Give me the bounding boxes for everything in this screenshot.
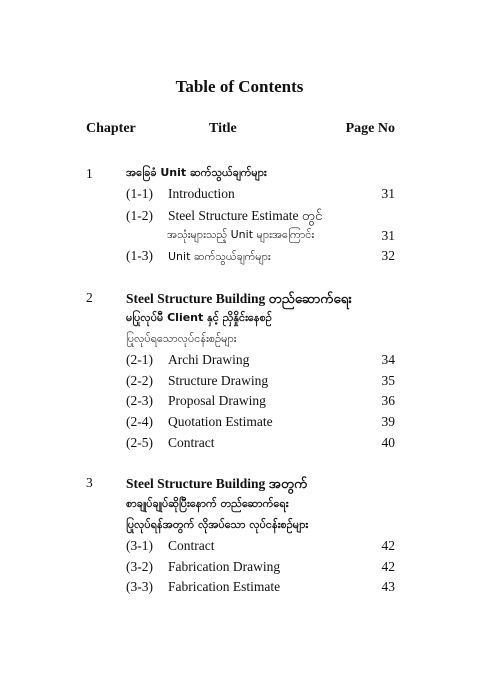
chapter-3-title-line-1: Steel Structure Building အတွက် (126, 476, 308, 491)
section-3-2-page: 42 (381, 559, 395, 574)
chapter-3-title-line-3: ပြုလုပ်ရန်အတွက် လိုအပ်သော လုပ်ငန်းစဉ်များ (126, 518, 309, 531)
chapter-2-title-line-3: ပြုလုပ်ရသောလုပ်ငန်းစဉ်များ (126, 332, 237, 345)
section-2-5-page: 40 (381, 435, 395, 450)
section-2-1-page: 34 (381, 352, 395, 367)
chapter-3-title-line-2: စာချုပ်ချုပ်ဆိုပြီးနောက် တည်ဆောက်ရေး (126, 497, 289, 510)
section-1-2-line-2: အသုံးများသည့် Unit များအကြောင်း (167, 228, 315, 241)
section-title: Contract (168, 435, 215, 450)
section-code: (2-5) (126, 435, 153, 450)
section-title: Archi Drawing (168, 352, 250, 367)
section-2-1 (126, 352, 249, 368)
section-1-1-page: 31 (381, 186, 395, 201)
section-2-4-page: 39 (381, 414, 395, 429)
section-code: (2-3) (126, 393, 153, 408)
section-3-2 (126, 559, 280, 575)
section-1-1 (126, 186, 235, 202)
section-3-1-page: 42 (381, 538, 395, 553)
section-title: Proposal Drawing (168, 393, 266, 408)
section-1-2-page: 31 (381, 228, 395, 243)
chapter-2-title-line-1: Steel Structure Building တည်ဆောက်ရေး (126, 291, 352, 306)
section-1-3-page: 32 (381, 248, 395, 263)
section-title: Steel Structure Estimate တွင် (168, 208, 323, 223)
section-3-1 (126, 538, 215, 554)
section-title: Structure Drawing (168, 373, 269, 388)
section-title: Contract (168, 538, 215, 553)
section-code: (3-1) (126, 538, 153, 553)
chapter-2-number: 2 (86, 290, 93, 305)
section-3-3-page: 43 (381, 579, 395, 594)
section-2-3-page: 36 (381, 393, 395, 408)
chapter-2-title-line-2: မပြုလုပ်မီ Client နှင့် ညှိနှိုင်းနေစဉ် (126, 311, 272, 324)
section-code: (2-1) (126, 352, 153, 367)
header-chapter: Chapter (86, 121, 136, 136)
section-title: Quotation Estimate (168, 414, 273, 429)
section-code: (1-3) (126, 248, 153, 263)
section-code: (3-2) (126, 559, 153, 574)
section-3-3 (126, 579, 280, 595)
section-code: (2-2) (126, 373, 153, 388)
section-2-3 (126, 393, 266, 409)
section-2-5 (126, 435, 215, 451)
section-title: Unit ဆက်သွယ်ချက်များ (168, 250, 271, 263)
section-title: Introduction (168, 186, 235, 201)
section-code: (2-4) (126, 414, 153, 429)
section-title: Fabrication Drawing (168, 559, 281, 574)
header-page: Page No (345, 121, 395, 136)
section-code: (3-3) (126, 579, 153, 594)
chapter-1-number: 1 (86, 166, 93, 181)
section-2-4 (126, 414, 273, 430)
section-code: (1-2) (126, 208, 153, 223)
chapter-3-number: 3 (86, 475, 93, 490)
header-title: Title (209, 121, 237, 136)
page-title: Table of Contents (175, 77, 304, 96)
section-2-2-page: 35 (381, 373, 395, 388)
section-code: (1-1) (126, 186, 153, 201)
section-title: Fabrication Estimate (168, 579, 281, 594)
section-1-3 (126, 248, 271, 266)
section-2-2 (126, 373, 268, 389)
chapter-1-title: အခြေခံ Unit ဆက်သွယ်ချက်များ (126, 166, 267, 179)
section-1-2 (126, 207, 322, 227)
